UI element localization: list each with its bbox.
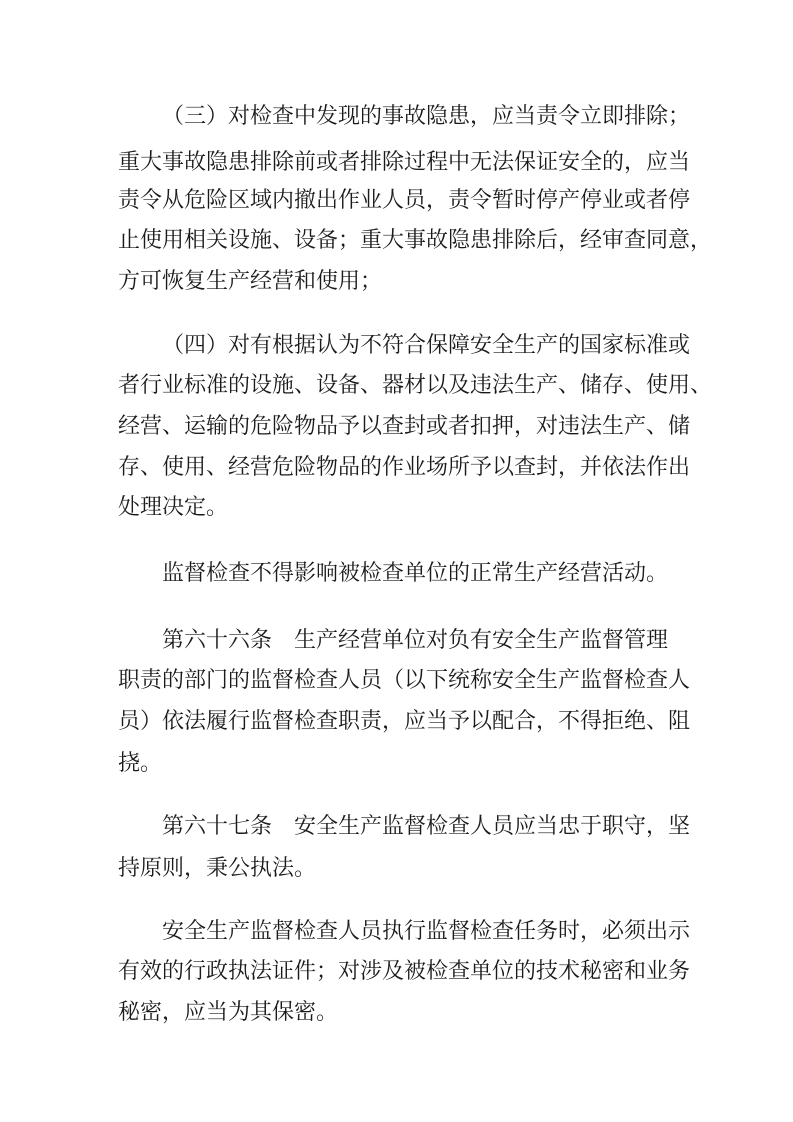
paragraph-3-line-1: （三）对检查中发现的事故隐患，应当责令立即排除； (162, 104, 691, 129)
paragraph-4-line-2: 者行业标准的设施、设备、器材以及违法生产、储存、使用、 (118, 373, 713, 398)
paragraph-credentials-line-3: 秘密，应当为其保密。 (118, 1000, 339, 1025)
paragraph-credentials-line-1: 安全生产监督检查人员执行监督检查任务时，必须出示 (162, 919, 691, 944)
article-67-line-1 (162, 813, 690, 841)
article-67-number: 第六十七条 (162, 814, 273, 839)
article-66-number: 第六十六条 (162, 628, 273, 653)
paragraph-3-line-3: 责令从危险区域内撤出作业人员，责令暂时停产停业或者停 (118, 188, 691, 213)
article-66-line-1 (162, 627, 668, 655)
paragraph-4-line-1: （四）对有根据认为不符合保障安全生产的国家标准或 (162, 333, 691, 358)
paragraph-supervision-line-1: 监督检查不得影响被检查单位的正常生产经营活动。 (162, 561, 669, 586)
paragraph-3-line-5: 方可恢复生产经营和使用； (118, 269, 383, 294)
paragraph-4-line-4: 存、使用、经营危险物品的作业场所予以查封，并依法作出 (118, 455, 691, 480)
article-66-line-1-text: 生产经营单位对负有安全生产监督管理 (294, 628, 669, 653)
article-67-line-2: 持原则，秉公执法。 (118, 856, 317, 881)
paragraph-credentials-line-2: 有效的行政执法证件；对涉及被检查单位的技术秘密和业务 (118, 959, 691, 984)
article-67-line-1-text: 安全生产监督检查人员应当忠于职守，坚 (294, 814, 691, 839)
article-66-line-4: 挠。 (118, 751, 163, 776)
paragraph-4-line-3: 经营、运输的危险物品予以查封或者扣押，对违法生产、储 (118, 414, 691, 439)
paragraph-3-line-4: 止使用相关设施、设备；重大事故隐患排除后，经审查同意， (118, 228, 713, 253)
article-66-line-2: 职责的部门的监督检查人员（以下统称安全生产监督检查人 (118, 668, 691, 693)
paragraph-4-line-5: 处理决定。 (118, 495, 229, 520)
article-66-line-3: 员）依法履行监督检查职责，应当予以配合，不得拒绝、阻 (118, 709, 691, 734)
paragraph-3-line-2: 重大事故隐患排除前或者排除过程中无法保证安全的，应当 (118, 150, 691, 175)
